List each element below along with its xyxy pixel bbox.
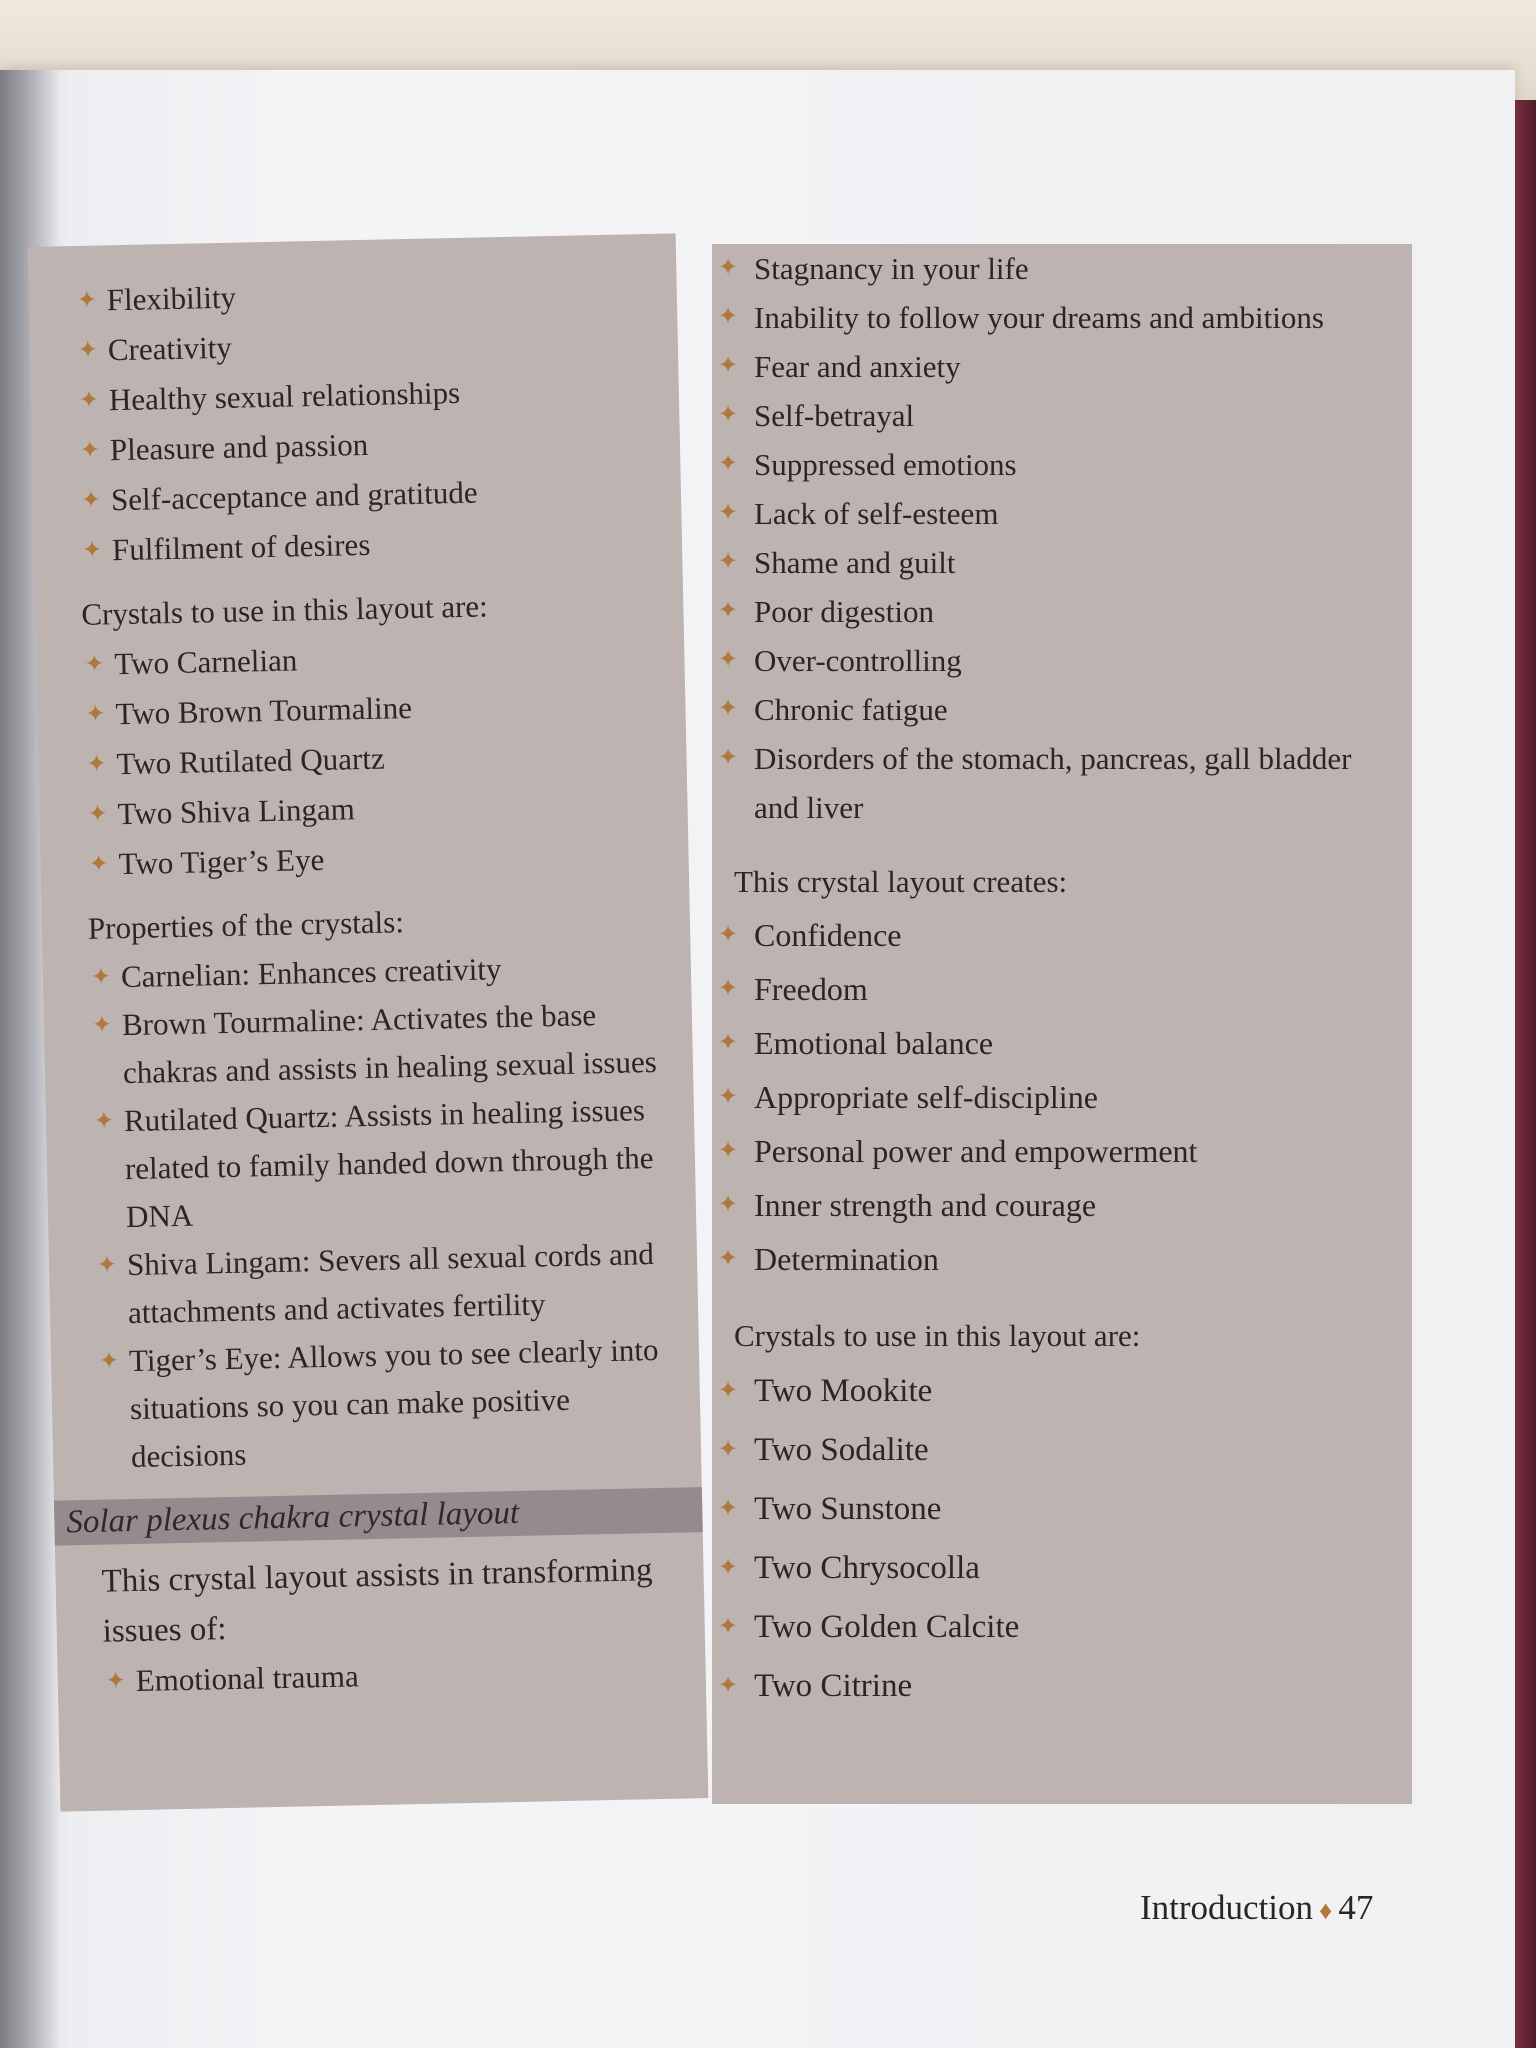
star-bullet-icon: ✦ (98, 1348, 120, 1375)
right-column-panel (712, 244, 1412, 1804)
star-bullet-icon: ✦ (88, 851, 110, 878)
star-bullet-icon: ✦ (718, 922, 739, 948)
star-bullet-icon: ✦ (76, 287, 98, 314)
list-item: ✦ Poor digestion (712, 587, 1352, 636)
list-item: ✦ Two Citrine (712, 1657, 1352, 1716)
list-item: ✦ Suppressed emotions (712, 440, 1352, 489)
star-bullet-icon: ✦ (718, 976, 739, 1002)
star-bullet-icon: ✦ (718, 304, 739, 330)
star-bullet-icon: ✦ (718, 1673, 739, 1699)
star-bullet-icon: ✦ (718, 402, 739, 428)
left-column-panel (28, 233, 709, 1811)
star-bullet-icon: ✦ (718, 1192, 739, 1218)
star-bullet-icon: ✦ (718, 549, 739, 575)
crystals-heading: Crystals to use in this layout are: (734, 1318, 1141, 1353)
list-item: ✦ Freedom (712, 962, 1352, 1016)
star-bullet-icon: ✦ (718, 1555, 739, 1581)
star-bullet-icon: ✦ (718, 1496, 739, 1522)
list-item: ✦ Two Brown Tourmaline (83, 678, 664, 740)
list-item: ✦ Shiva Lingam: Severs all sexual cords and attachments and activates fertility (96, 1236, 655, 1331)
list-item: ✦ Personal power and empowerment (712, 1124, 1352, 1178)
properties-list (89, 942, 680, 1482)
star-bullet-icon: ✦ (718, 353, 739, 379)
list-item: ✦ Two Chrysocolla (712, 1539, 1352, 1598)
page-number: 47 (1338, 1888, 1374, 1927)
list-item: ✦ Rutilated Quartz: Assists in healing issues related to family handed down through the DNA (93, 1092, 654, 1235)
list-item: ✦ Confidence (712, 908, 1352, 962)
properties-heading: Properties of the crystals: (87, 904, 405, 946)
list-item: ✦ Two Tiger’s Eye (86, 828, 667, 890)
list-item: ✦ Determination (712, 1232, 1352, 1286)
list-item: ✦ Pleasure and passion (77, 414, 658, 476)
list-item: ✦ Lack of self-esteem (712, 489, 1352, 538)
list-item: ✦ Creativity (75, 314, 656, 376)
book-cover-edge (1515, 100, 1536, 2048)
star-bullet-icon: ✦ (718, 647, 739, 673)
star-bullet-icon: ✦ (85, 701, 106, 728)
list-item: ✦ Two Golden Calcite (712, 1598, 1352, 1657)
list-item: ✦ Two Sunstone (712, 1480, 1352, 1539)
star-bullet-icon: ✦ (718, 1138, 739, 1164)
list-item: ✦ Brown Tourmaline: Activates the base chakras and assists in healing sexual issues (91, 997, 658, 1091)
list-item: ✦ Emotional trauma (103, 1645, 684, 1707)
list-item: ✦ Two Mookite (712, 1362, 1352, 1421)
list-item: ✦ Stagnancy in your life (712, 244, 1352, 293)
star-bullet-icon: ✦ (96, 1252, 118, 1279)
list-item: ✦ Fear and anxiety (712, 342, 1352, 391)
crystals-list (82, 628, 667, 890)
section-name: Introduction (1140, 1888, 1314, 1927)
issues-list (712, 244, 1352, 832)
list-item: ✦ Over-controlling (712, 636, 1352, 685)
star-bullet-icon: ✦ (105, 1668, 127, 1695)
list-item: ✦ Two Shiva Lingam (85, 778, 666, 840)
star-bullet-icon: ✦ (718, 500, 739, 526)
star-bullet-icon: ✦ (87, 801, 108, 828)
star-bullet-icon: ✦ (80, 487, 102, 514)
creates-list (712, 908, 1352, 1286)
creates-heading: This crystal layout creates: (734, 864, 1068, 899)
diamond-icon: ♦ (1319, 1896, 1333, 1925)
list-item: ✦ Tiger’s Eye: Allows you to see clearly into situations so you can make positive decisions (98, 1331, 659, 1475)
star-bullet-icon: ✦ (718, 451, 739, 477)
issues-list (103, 1645, 684, 1707)
star-bullet-icon: ✦ (91, 1012, 113, 1039)
list-item: ✦ Shame and guilt (712, 538, 1352, 587)
star-bullet-icon: ✦ (718, 1030, 739, 1056)
list-item: ✦ Two Rutilated Quartz (84, 728, 665, 790)
list-item: ✦ Flexibility (74, 264, 655, 326)
list-item: ✦ Fulfilment of desires (80, 514, 661, 576)
star-bullet-icon: ✦ (718, 1084, 739, 1110)
list-item: ✦ Two Carnelian (82, 628, 663, 690)
list-item: ✦ Emotional balance (712, 1016, 1352, 1070)
star-bullet-icon: ✦ (718, 598, 739, 624)
star-bullet-icon: ✦ (84, 651, 105, 678)
list-item: ✦ Inner strength and courage (712, 1178, 1352, 1232)
list-item: ✦ Chronic fatigue (712, 685, 1352, 734)
star-bullet-icon: ✦ (718, 696, 739, 722)
section-title-band: Solar plexus chakra crystal layout (54, 1487, 703, 1546)
benefits-list (74, 264, 660, 576)
star-bullet-icon: ✦ (718, 1437, 739, 1463)
star-bullet-icon: ✦ (90, 964, 112, 991)
star-bullet-icon: ✦ (93, 1108, 115, 1135)
intro-paragraph: This crystal layout assists in transforming issues of: (101, 1552, 653, 1650)
star-bullet-icon: ✦ (718, 745, 739, 771)
list-item: ✦ Inability to follow your dreams and ambitions (712, 293, 1352, 342)
list-item: ✦ Two Sodalite (712, 1421, 1352, 1480)
list-item: ✦ Disorders of the stomach, pancreas, gall bladder and liver (712, 734, 1374, 832)
star-bullet-icon: ✦ (718, 1614, 739, 1640)
star-bullet-icon: ✦ (78, 387, 100, 414)
star-bullet-icon: ✦ (79, 437, 101, 464)
star-bullet-icon: ✦ (77, 337, 99, 364)
list-item: ✦ Appropriate self-discipline (712, 1070, 1352, 1124)
star-bullet-icon: ✦ (718, 1246, 739, 1272)
list-item: ✦ Self-betrayal (712, 391, 1352, 440)
page-footer (1140, 1888, 1373, 1928)
crystals-heading: Crystals to use in this layout are: (81, 588, 489, 632)
list-item: ✦ Carnelian: Enhances creativity (89, 942, 670, 1002)
star-bullet-icon: ✦ (718, 1378, 739, 1404)
list-item: ✦ Healthy sexual relationships (76, 364, 657, 426)
crystals-list (712, 1362, 1352, 1716)
star-bullet-icon: ✦ (81, 537, 103, 564)
star-bullet-icon: ✦ (86, 751, 107, 778)
star-bullet-icon: ✦ (718, 255, 739, 281)
list-item: ✦ Self-acceptance and gratitude (78, 464, 659, 526)
